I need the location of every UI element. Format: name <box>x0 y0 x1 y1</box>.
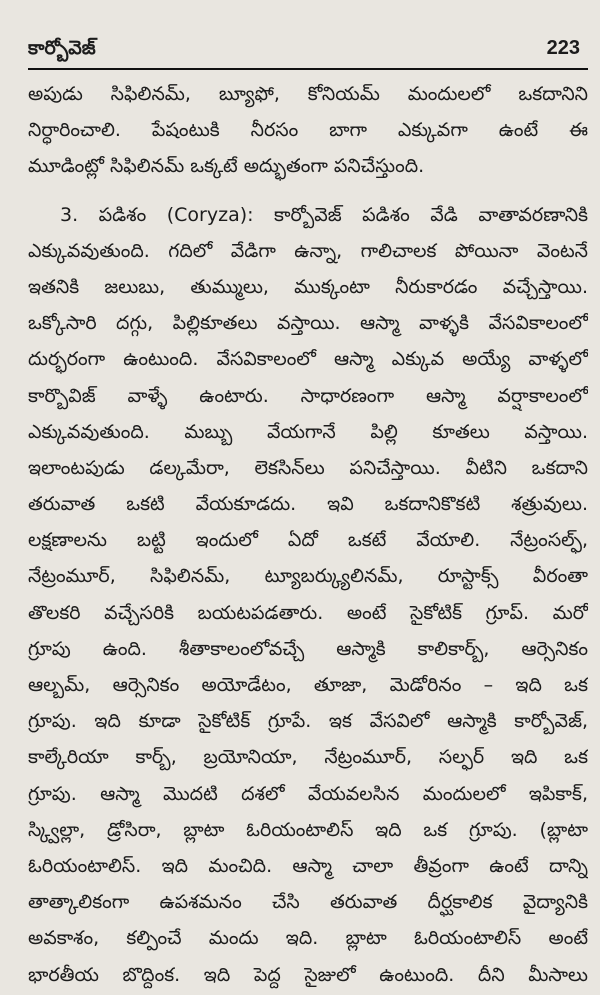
text-line: దుర్భరంగా ఉంటుంది. వేసవికాలంలో ఆస్మా ఎక్కువ అయ్యే వాళ్ళలో <box>28 348 588 371</box>
text-line: అవకాశం, కల్పించే మందు ఇది. బ్లాటా ఓరియంటాలిస్ అంటే <box>28 927 588 950</box>
text-line: కాల్కేరియా కార్బ్, బ్రయోనియా, నేట్రంమూర్, సల్ఫర్ ఇది ఒక <box>28 746 588 769</box>
text-line: తరువాత ఒకటి వేయకూడదు. ఇవి ఒకదానికొకటి శత్రువులు. <box>28 493 588 516</box>
running-title: కార్బోవెజ్ <box>28 37 96 59</box>
text-line: ఇలాంటపుడు డల్కమేరా, లెకసిన్‌లు పనిచేస్తాయి. వీటిని ఒకదాని <box>28 456 588 479</box>
page-number: 223 <box>546 37 580 59</box>
text-line: ఆల్బమ్, ఆర్సెనికం అయోడేటం, తూజా, మెడోరినం – ఇది ఒక <box>28 674 588 696</box>
text-line: కార్బొవిజ్ వాళ్ళే ఉంటారు. సాధారణంగా ఆస్మా వర్షాకాలంలో <box>28 384 588 407</box>
text-line: గ్రూపు ఉంది. శీతాకాలంలోవచ్చే ఆస్మాకి కాలికార్బ్, ఆర్సెనికం <box>28 637 588 660</box>
text-line: అపుడు సిఫిలినమ్, బ్యూఫో, కోనియమ్ మందులలో ఒకదానిని <box>28 83 588 105</box>
text-line: నేట్రంమూర్, సిఫిలినమ్, ట్యూబర్క్యులినమ్, రూస్టాక్స్ వీరంతా <box>28 565 588 588</box>
text-line: స్క్విల్లా, డ్రోసిరా, బ్లాటా ఓరియంటాలిస్ ఇది ఒక గ్రూపు. (బ్లాటా <box>28 818 588 841</box>
text-line: ఓరియంటాలిస్. ఇది మంచిది. ఆస్మా చాలా తీవ్రంగా ఉంటే దాన్ని <box>28 854 588 877</box>
paragraph-1 <box>28 76 588 185</box>
header-rule <box>28 68 588 70</box>
text-line: ఎక్కువవుతుంది. గదిలో వేడిగా ఉన్నా, గాలిచాలక పోయినా వెంటనే <box>28 239 588 262</box>
text-line: గ్రూపు. ఇది కూడా సైకోటిక్ గ్రూపే. ఇక వేసవిలో ఆస్మాకి కార్బోవెజ్, <box>28 710 588 733</box>
text-line: ఎక్కువవుతుంది. మబ్బు వేయగానే పిల్లి కూతలు వస్తాయి. <box>28 420 588 443</box>
text-line: లక్షణాలను బట్టి ఇందులో ఏదో ఒకటే వేయాలి. నేట్రంసల్ఫ్, <box>28 529 588 552</box>
text-line: ఇతనికి జలుబు, తుమ్ములు, ముక్కంటా నీరుకారడం వచ్చేస్తాయి. <box>28 275 588 298</box>
paragraph-gap <box>28 185 588 197</box>
text-line: తొలకరి వచ్చేసరికి బయటపడతారు. అంటే సైకోటిక్ గ్రూప్. మరో <box>28 601 588 624</box>
text-line: 3. పడిశం (Coryza): కార్బోవెజ్ పడిశం వేడి వాతావరణానికి <box>60 203 588 226</box>
paragraph-2 <box>28 197 588 993</box>
text-line: మూడింట్లో సిఫిలినమ్ ఒక్కటే అద్భుతంగా పనిచేస్తుంది. <box>28 155 425 178</box>
running-header <box>28 34 588 64</box>
text-line: నిర్ధారించాలి. పేషంటుకి నీరసం బాగా ఎక్కువగా ఉంటే ఈ <box>28 119 588 142</box>
body-text <box>28 76 588 993</box>
text-line: తాత్కాలికంగా ఉపశమనం చేసి తరువాత దీర్ఘకాలిక వైద్యానికి <box>28 891 588 914</box>
text-line: ఒక్కోసారి దగ్గు, పిల్లికూతలు వస్తాయి. ఆస్మా వాళ్ళకి వేసవికాలంలో <box>28 312 588 335</box>
text-line: భారతీయ బొద్దింక. ఇది పెద్ద సైజులో ఉంటుంది. దీని మీసాలు <box>28 963 588 986</box>
text-line: గ్రూపు. ఆస్మా మొదటి దశలో వేయవలసిన మందులలో ఇపికాక్, <box>28 782 588 805</box>
